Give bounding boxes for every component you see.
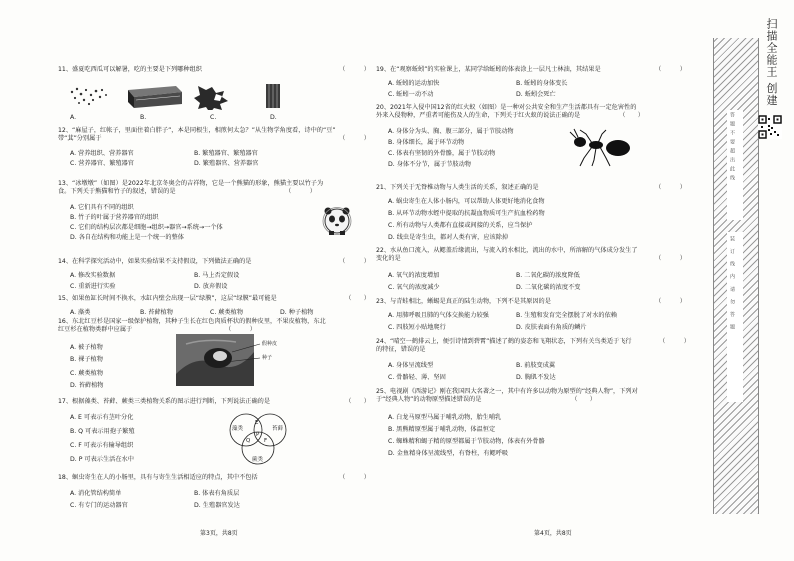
option-b: B. 二氧化碳的浓度降低 (516, 272, 580, 279)
option-d: D. 二氧化碳的浓度不变 (516, 284, 581, 291)
page-number-left: 第3页，共8页 (200, 530, 238, 537)
binding-char: 线 (729, 175, 735, 184)
scanner-watermark: 扫描全能王 创建 (765, 18, 778, 107)
option-d: D. (270, 114, 277, 121)
option-b: B. 繁殖器官、繁殖器官 (194, 150, 258, 157)
option-a: A. 用肺呼吸且肺的气体交换能力较强 (388, 312, 489, 319)
qr-code-svg (758, 115, 782, 139)
option-a: A. 消化管结构简单 (70, 490, 122, 497)
option-d: D. 身体不分节，属于节肢动物 (388, 161, 471, 168)
question-12 (58, 127, 376, 144)
fire-ant-image (568, 128, 638, 168)
binding-char: 不 (729, 130, 735, 139)
option-c: C. 营养器官、繁殖器官 (70, 160, 134, 167)
question-stem-line2: 外来入侵物种，严重者可能伤及人的生命，下列关于红火蚁的说法正确的是 (376, 112, 581, 120)
option-c: C. 蕨类植物 (210, 309, 244, 316)
option-d: D. 线虫是寄生虫，都对人类有害，应该除掉 (388, 234, 509, 241)
option-c: C. 骨骼轻、薄、坚固 (388, 374, 446, 381)
fire-ant-svg (568, 128, 638, 168)
option-b: B. 前肢变成翼 (516, 362, 556, 369)
option-b: B. 蚯蚓的身体变长 (516, 80, 568, 87)
option-d: D. 皮肤表面有角质的鳞片 (516, 324, 587, 331)
option-c: C. 蚯蚓一动不动 (388, 91, 434, 98)
question-14 (58, 258, 376, 266)
option-c: C. 重新进行实验 (70, 283, 116, 290)
option-a: A. 氧气的浓度增加 (388, 272, 440, 279)
option-c: C. 蕨类植物 (70, 370, 104, 377)
answer-paren: （ ） (659, 338, 690, 345)
answer-paren: （ ） (345, 398, 370, 405)
option-d: D. 蚯蚓会死亡 (516, 91, 556, 98)
question-stem-line2: 食。下列关于熊猫和竹子的叙述，错误的是 (58, 188, 176, 196)
option-b: B. 生殖和发育完全摆脱了对水的依赖 (516, 312, 617, 319)
question-stem-line2: 红豆杉在植物类群中应属于 (58, 326, 133, 334)
venn-label-e: E (255, 420, 259, 426)
qr-code-icon (758, 115, 782, 139)
option-a: A. 白龙马原型马属于哺乳动物，胎生哺乳 (388, 414, 502, 421)
option-a: A. 它们具有不同的组织 (70, 204, 134, 211)
question-stem-line2: 的特征，错误的是 (376, 346, 426, 354)
question-19 (376, 66, 692, 74)
option-b: B. Q 可表示用孢子繁殖 (70, 428, 135, 435)
option-c: C. F 可表示有输导组织 (70, 442, 134, 449)
label-aril: 假种皮 (262, 341, 278, 347)
option-d: D. 苔藓植物 (70, 382, 104, 389)
option-d: D. 各自在结构和功能上是一个统一的整体 (70, 234, 184, 241)
venn-label-q: Q (246, 438, 251, 444)
answer-paren: （ ） (655, 255, 686, 262)
option-b: B. 黑熊精原型属于哺乳动物，体温恒定 (388, 426, 496, 433)
option-c: C. 蜘蛛精和蝎子精的原型都属于节肢动物，体表有外骨骼 (388, 438, 545, 445)
option-c: C. 有专门的运动器官 (70, 502, 128, 509)
question-16 (58, 318, 376, 335)
option-a: A. 身体分为头、胸、腹三部分，属于节肢动物 (388, 128, 514, 135)
question-stem: 22、水从鱼口流入，从鳃盖后缘流出，与流入的水相比，流出的水中，所溶解的气体成分发生了 (376, 247, 638, 254)
page-number-right: 第4页，共8页 (534, 530, 572, 537)
question-stem: 17、根据藻类、苔藓、蕨类三类植物关系的图示进行判断，下列说法正确的是 (58, 398, 271, 405)
question-stem: 15、如果鱼缸长时间不换水，水缸内壁会出现一层“绿膜”，这层“绿膜”最可能是 (58, 295, 277, 302)
question-15 (58, 295, 376, 303)
option-c: C. 体表有坚韧的外骨骼，属于节肢动物 (388, 150, 496, 157)
option-a: A. 藻类 (70, 309, 91, 316)
question-stem-line2: 于“经典人物”的动物原型描述错误的是 (376, 396, 482, 404)
option-d: D. 繁殖器官、营养器官 (194, 160, 259, 167)
option-b: B. 苔藓植物 (140, 309, 173, 316)
binding-line-text (729, 112, 736, 184)
option-a: A. 蜗虫寄生在人体小肠内，可以帮助人体更好地消化食物 (388, 198, 545, 205)
answer-paren: （ ） (339, 474, 370, 481)
question-13 (58, 180, 376, 197)
panda-mascot-svg (320, 206, 354, 236)
option-d: D. 生殖器官发达 (194, 502, 240, 509)
answer-paren: （ ） (225, 326, 256, 333)
yew-seed-photo (176, 334, 296, 386)
question-stem: 19、在“观察蚯蚓”的实验课上，某同学给蚯蚓的体表涂上一层凡士林油，其结果是 (376, 66, 601, 73)
venn-diagram (218, 410, 298, 468)
yew-seed-svg (176, 334, 296, 386)
answer-paren: （ ） (285, 188, 316, 195)
question-stem: 24、“晴空一鹤排云上，便引诗情到碧霄”描述了鹤的姿态和飞翔状态，下列有关鸟类适于飞行 (376, 338, 632, 345)
answer-paren: （ ） (571, 396, 596, 403)
question-24 (376, 338, 692, 355)
option-c: C. 它们的结构层次都是细胞→组织→器官→系统→一个体 (70, 224, 223, 231)
question-22 (376, 247, 692, 264)
answer-paren: （ ） (655, 184, 686, 191)
question-stem: 25、电视剧《西游记》刚在我国四大名著之一，其中有许多以动物为原型的“经典人物”，下列对 (376, 388, 638, 395)
binding-warning-text: 装 订 线 内 请 勿 答 题 (729, 236, 735, 333)
question-stem: 20、2021年入侵中国12省的红火蚁（如图）是一种对公共安全和生产生活都具有一定危害性的 (376, 104, 637, 111)
option-b: B. 马上否定假设 (194, 272, 240, 279)
option-b: B. 体表有角质层 (194, 490, 240, 497)
answer-paren: （ ） (339, 258, 370, 265)
binding-char: 要 (729, 139, 735, 148)
option-d: D. 胸肌不发达 (516, 374, 556, 381)
question-25 (376, 388, 692, 405)
question-stem-line2: 变化的是 (376, 255, 401, 263)
question-stem: 21、下列关于无脊椎动物与人类生活的关系，叙述正确的是 (376, 184, 539, 191)
question-11 (58, 66, 376, 74)
option-b: B. 身体细长，属于环节动物 (388, 139, 465, 146)
question-stem: 23、与青蛙相比，蜥蜴是真正的陆生动物，下列不是其原因的是 (376, 298, 551, 305)
question-18 (58, 474, 376, 482)
tissue-images (66, 80, 366, 110)
option-d: D. 金鱼精身体呈流线型，有脊柱，有鳃呼吸 (388, 450, 509, 457)
option-b: B. 裸子植物 (70, 356, 103, 363)
option-c: C. (210, 114, 217, 121)
question-stem: 14、在科学探究活动中，如果实验结果不支持假设，下列做法正确的是 (58, 258, 252, 265)
question-20 (376, 104, 692, 121)
option-d: D. 放弃假设 (194, 283, 228, 290)
answer-paren: （ ） (339, 66, 370, 73)
panda-mascot-image (320, 206, 354, 236)
binding-char: 答 (729, 112, 735, 121)
option-c: C. 氧气的浓度减少 (388, 284, 440, 291)
option-a: A. (70, 114, 77, 121)
answer-paren: （ ） (339, 135, 370, 142)
option-a: A. 被子植物 (70, 344, 103, 351)
answer-paren: （ ） (655, 298, 686, 305)
option-b: B. 竹子的叶属于营养器官的组织 (70, 214, 159, 221)
binding-char: 此 (729, 166, 735, 175)
question-23 (376, 298, 692, 306)
venn-label-moss: 苔藓 (272, 426, 284, 432)
binding-char: 出 (729, 157, 735, 166)
question-17 (58, 398, 376, 406)
question-stem: 11、盛夏吃西瓜可以解暑，吃的主要是下列哪种组织 (58, 66, 202, 73)
question-stem-line2: 带“萁”分别属于 (58, 135, 102, 143)
option-c: C. 所有动物与人类都有直接或间接的关系，应当保护 (388, 222, 533, 229)
question-stem: 12、“麻屋子，红帐子，里面住着白胖子”，本是同根生，相煎何太急？”从生物学角度看，诗中的“豆” (58, 127, 336, 134)
option-a: A. 身体呈流线型 (388, 362, 434, 369)
question-stem: 13、“冰墩墩”（如图）是2022年北京冬奥会的吉祥物，它是一个熊猫的形象，熊猫主要以竹子为 (58, 180, 324, 187)
answer-paren: （ ） (345, 295, 370, 302)
option-b: B. (140, 114, 147, 121)
answer-paren: （ ） (655, 66, 686, 73)
venn-label-f: F (264, 438, 268, 444)
option-a: A. 修改实验数据 (70, 272, 116, 279)
binding-char: 超 (729, 148, 735, 157)
venn-label-fern: 蕨类 (252, 457, 264, 463)
option-d: D. P 可表示生活在水中 (70, 456, 134, 463)
question-stem: 18、蛔虫寄生在人的小肠里，具有与寄生生活相适应的特点，其中不包括 (58, 474, 258, 481)
option-a: A. 蚯蚓的运动加快 (388, 80, 440, 87)
option-c: C. 四肢短小贴地爬行 (388, 324, 446, 331)
venn-label-algae: 藻类 (232, 426, 244, 432)
option-b: B. 从环节动物水蛭中提取的抗凝血物质可生产抗血栓药物 (388, 210, 545, 217)
binding-char: 题 (729, 121, 735, 130)
option-d: D. 种子植物 (280, 309, 314, 316)
tissue-images-svg (66, 80, 366, 110)
venn-label-p: P (256, 432, 260, 438)
question-stem: 16、东北红豆杉是国家一级保护植物，其种子生长在红色肉质杯状的假种皮里，不果皮植物，东北 (58, 318, 326, 325)
question-21 (376, 184, 692, 192)
option-a: A. E 可表示有茎叶分化 (70, 414, 134, 421)
answer-paren: （ ） (619, 112, 644, 119)
label-seed: 种子 (262, 355, 273, 361)
option-a: A. 营养组织、营养器官 (70, 150, 134, 157)
